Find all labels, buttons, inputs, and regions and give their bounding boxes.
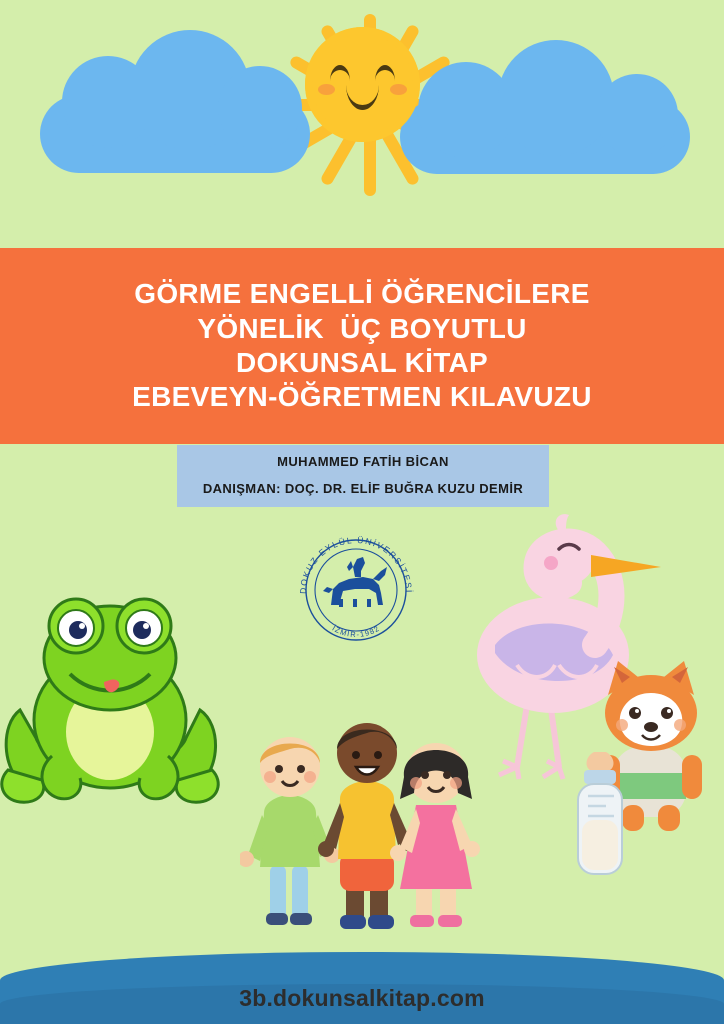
cloud-right-puff (596, 74, 678, 156)
page-title-line-2: YÖNELİK ÜÇ BOYUTLU (197, 312, 527, 344)
svg-text:DOKUZ EYLÜL ÜNİVERSİTESİ: DOKUZ EYLÜL ÜNİVERSİTESİ (297, 534, 415, 595)
frog-illustration (0, 570, 230, 820)
sun-face (305, 27, 420, 142)
page-title-line-3: DOKUNSAL KİTAP (235, 347, 489, 378)
website-url[interactable]: 3b.dokunsalkitap.com (239, 985, 485, 1011)
author-name: MUHAMMED FATİH BİCAN (277, 454, 449, 469)
advisor-name: DANIŞMAN: DOÇ. DR. ELİF BUĞRA KUZU DEMİR (202, 481, 524, 496)
child-middle (318, 723, 416, 929)
cloud-left-puff (218, 66, 302, 150)
baby-bottle-illustration (560, 750, 640, 880)
university-logo-icon (293, 527, 419, 653)
svg-text:İZMİR-1982: İZMİR-1982 (330, 623, 382, 640)
page-title-line-4: EBEVEYN-ÖĞRETMEN KILAVUZU (132, 381, 592, 413)
children-illustration (240, 715, 490, 945)
author-block (177, 445, 549, 507)
sky-scene (0, 0, 724, 250)
page-title-line-1: GÖRME ENGELLİ ÖĞRENCİLERE (134, 278, 590, 310)
sun-smile (346, 85, 379, 110)
sun-eye-right (375, 65, 395, 81)
child-left (240, 737, 340, 925)
title-banner (0, 248, 724, 444)
cloud-right-puff (498, 40, 614, 156)
sun-blush-right (390, 84, 407, 95)
sun-blush-left (318, 84, 335, 95)
sun-eye-left (330, 65, 350, 81)
